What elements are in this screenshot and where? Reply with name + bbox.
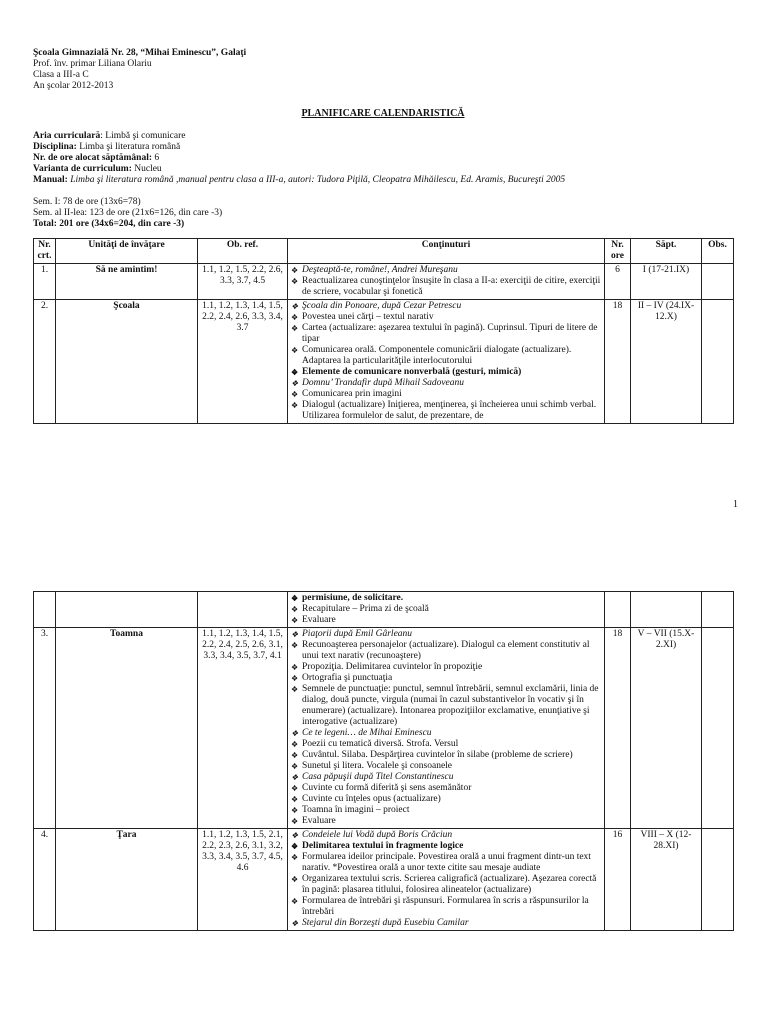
table-row <box>34 592 734 628</box>
row-unit: Şcoala <box>56 300 198 424</box>
list-item-continued: ❖ permisiune, de solicitare. <box>291 593 601 604</box>
list-item: ❖ Elemente de comunicare nonverbală (gesturi, mimică) <box>291 367 601 378</box>
page-2 <box>33 591 733 931</box>
row-obref: 1.1, 1.2, 1.3, 1.4, 1.5, 2.2, 2.4, 2.6, 3.3, 3.4, 3.7 <box>198 300 288 424</box>
row-content <box>288 264 605 300</box>
list-item: ❖ Ortografia şi punctuaţia <box>291 673 601 684</box>
row-content <box>288 592 605 628</box>
meta-aria: Aria curriculară: Limbă şi comunicare <box>33 131 186 141</box>
table-row <box>34 264 734 300</box>
row-nr <box>34 592 56 628</box>
row-ore <box>605 592 631 628</box>
list-item: ❖ Cartea (actualizare: aşezarea textului în pagină). Cuprinsul. Tipuri de litere de tipar <box>291 323 601 345</box>
list-item: ❖ Cuvinte cu înţeles opus (actualizare) <box>291 794 601 805</box>
list-item: ❖ Propoziţia. Delimitarea cuvintelor în propoziţie <box>291 662 601 673</box>
teacher-name: Prof. înv. primar Liliana Olariu <box>33 59 152 69</box>
document-title: PLANIFICARE CALENDARISTICĂ <box>301 108 465 119</box>
list-item: ❖ Formularea de întrebări şi răspunsuri. Formularea în scris a răspunsurilor la întrebări <box>291 896 601 918</box>
list-item: ❖ Dialogul (actualizare) Iniţierea, menţinerea, şi încheierea unui schimb verbal. Utilizarea formulelor de salut, de prezentare, de <box>291 400 601 422</box>
list-item: ❖ Organizarea textului scris. Scrierea caligrafică (actualizare). Aşezarea corectă în pagină: plasarea titlului, folosirea alineatelor (actualizare) <box>291 874 601 896</box>
row-sapt: VIII – X (12-28.XI) <box>631 829 702 931</box>
row-obs <box>702 264 734 300</box>
list-item: ❖ Delimitarea textului în fragmente logice <box>291 841 601 852</box>
sem-2: Sem. al II-lea: 123 de ore (21x6=126, din care -3) <box>33 208 223 218</box>
meta-ore: Nr. de ore alocat săptămânal: 6 <box>33 153 160 163</box>
semester-info <box>33 197 733 230</box>
row-sapt: I (17-21.IX) <box>631 264 702 300</box>
meta-disciplina: Disciplina: Limba şi literatura română <box>33 142 181 152</box>
row-obref: 1.1, 1.2, 1.3, 1.5, 2.1, 2.2, 2.3, 2.6, 3.1, 3.2, 3.3, 3.4, 3.5, 3.7, 4.5, 4.6 <box>198 829 288 931</box>
table-header-row <box>34 239 734 264</box>
row-obref <box>198 592 288 628</box>
list-item: ❖ Toamna în imagini – proiect <box>291 805 601 816</box>
row-obs <box>702 628 734 829</box>
list-item: ❖ Reactualizarea cunoştinţelor însuşite în clasa a II-a: exerciţii de citire, exerciţii de scriere, vocabular şi fonetică <box>291 276 601 298</box>
row-obs <box>702 829 734 931</box>
page-1 <box>33 48 733 424</box>
row-ore: 6 <box>605 264 631 300</box>
list-item: ❖ Cuvântul. Silaba. Despărţirea cuvintelor în silabe (probleme de scriere) <box>291 750 601 761</box>
page-number: 1 <box>733 499 738 510</box>
list-item: ❖ Sunetul şi litera. Vocalele şi consoanele <box>291 761 601 772</box>
meta-varianta: Varianta de curriculum: Nucleu <box>33 164 162 174</box>
row-obref: 1.1, 1.2, 1.5, 2.2, 2.6, 3.3, 3.7, 4.5 <box>198 264 288 300</box>
list-item: ❖ Casa păpuşii după Titel Constantinescu <box>291 772 601 783</box>
list-item: ❖ Şcoala din Ponoare, după Cezar Petrescu <box>291 301 601 312</box>
row-unit: Să ne amintim! <box>56 264 198 300</box>
list-item: ❖ Poezii cu tematică diversă. Strofa. Versul <box>291 739 601 750</box>
row-unit <box>56 592 198 628</box>
row-content <box>288 300 605 424</box>
row-obref: 1.1, 1.2, 1.3, 1.4, 1.5, 2.2, 2.4, 2.5, 2.6, 3.1, 3.3, 3.4, 3.5, 3.7, 4.1 <box>198 628 288 829</box>
list-item: ❖ Recunoaşterea personajelor (actualizare). Dialogul ca element constitutiv al unui text narativ (recunoaştere) <box>291 640 601 662</box>
list-item: ❖ Deşteaptă-te, române!, Andrei Mureşanu <box>291 265 601 276</box>
list-item: ❖ Comunicarea prin imagini <box>291 389 601 400</box>
row-sapt: V – VII (15.X-2.XI) <box>631 628 702 829</box>
row-sapt: II – IV (24.IX-12.X) <box>631 300 702 424</box>
list-item: ❖ Formularea ideilor principale. Povestirea orală a unui fragment dintr-un text narativ. *Povestirea orală a unor texte citite sau mesaje audiate <box>291 852 601 874</box>
col-content: Conţinuturi <box>288 239 605 264</box>
col-nr: Nr. crt. <box>34 239 56 264</box>
row-obs <box>702 300 734 424</box>
list-item: ❖ Stejarul din Borzeşti după Eusebiu Camilar <box>291 918 601 929</box>
meta-info <box>33 131 733 186</box>
row-nr: 3. <box>34 628 56 829</box>
col-sapt: Săpt. <box>631 239 702 264</box>
row-content <box>288 829 605 931</box>
sem-total: Total: 201 ore (34x6=204, din care -3) <box>33 219 185 229</box>
row-nr: 2. <box>34 300 56 424</box>
row-obs <box>702 592 734 628</box>
class-name: Clasa a III-a C <box>33 70 89 80</box>
row-nr: 1. <box>34 264 56 300</box>
list-item: ❖ Condeiele lui Vodă după Boris Crăciun <box>291 830 601 841</box>
list-item: ❖ Ce te legeni… de Mihai Eminescu <box>291 728 601 739</box>
list-item: ❖ Piaţorii după Emil Gârleanu <box>291 629 601 640</box>
row-content <box>288 628 605 829</box>
table-row <box>34 628 734 829</box>
list-item: ❖ Evaluare <box>291 615 601 626</box>
col-obref: Ob. ref. <box>198 239 288 264</box>
row-sapt <box>631 592 702 628</box>
col-obs: Obs. <box>702 239 734 264</box>
row-nr: 4. <box>34 829 56 931</box>
row-ore: 18 <box>605 300 631 424</box>
sem-1: Sem. I: 78 de ore (13x6=78) <box>33 197 141 207</box>
col-unit: Unităţi de învăţare <box>56 239 198 264</box>
list-item: ❖ Semnele de punctuaţie: punctul, semnul întrebării, semnul exclamării, linia de dialog, două puncte, virgula (numai în cazul substantivelor în vocativ şi în enumerare) (actualizare). Intonarea propoziţiilor exclamative, enunţiative şi interogative (actualizare) <box>291 684 601 728</box>
row-ore: 18 <box>605 628 631 829</box>
row-unit: Toamna <box>56 628 198 829</box>
col-ore: Nr. ore <box>605 239 631 264</box>
row-ore: 16 <box>605 829 631 931</box>
planning-table-page-2 <box>33 591 734 931</box>
planning-table-page-1 <box>33 238 734 424</box>
meta-manual: Manual: Limba şi literatura română ,manual pentru clasa a III-a, autori: Tudora Piţilă, Cleopatra Mihăilescu, Ed. Aramis, Bucureşti 2005 <box>33 175 566 185</box>
list-item: ❖ Evaluare <box>291 816 601 827</box>
document-header <box>33 48 733 92</box>
school-year: An şcolar 2012-2013 <box>33 81 114 91</box>
list-item: ❖ Povestea unei cărţi – textul narativ <box>291 312 601 323</box>
row-unit: Ţara <box>56 829 198 931</box>
list-item: ❖ Recapitulare – Prima zi de şcoală <box>291 604 601 615</box>
list-item: ❖ Domnu’ Trandafir după Mihail Sadoveanu <box>291 378 601 389</box>
table-row <box>34 829 734 931</box>
table-row <box>34 300 734 424</box>
list-item: ❖ Cuvinte cu formă diferită şi sens asemănător <box>291 783 601 794</box>
list-item: ❖ Comunicarea orală. Componentele comunicării dialogate (actualizare). Adaptarea la particularităţile interlocutorului <box>291 345 601 367</box>
school-name: Şcoala Gimnazială Nr. 28, “Mihai Eminescu”, Galaţi <box>33 48 247 58</box>
